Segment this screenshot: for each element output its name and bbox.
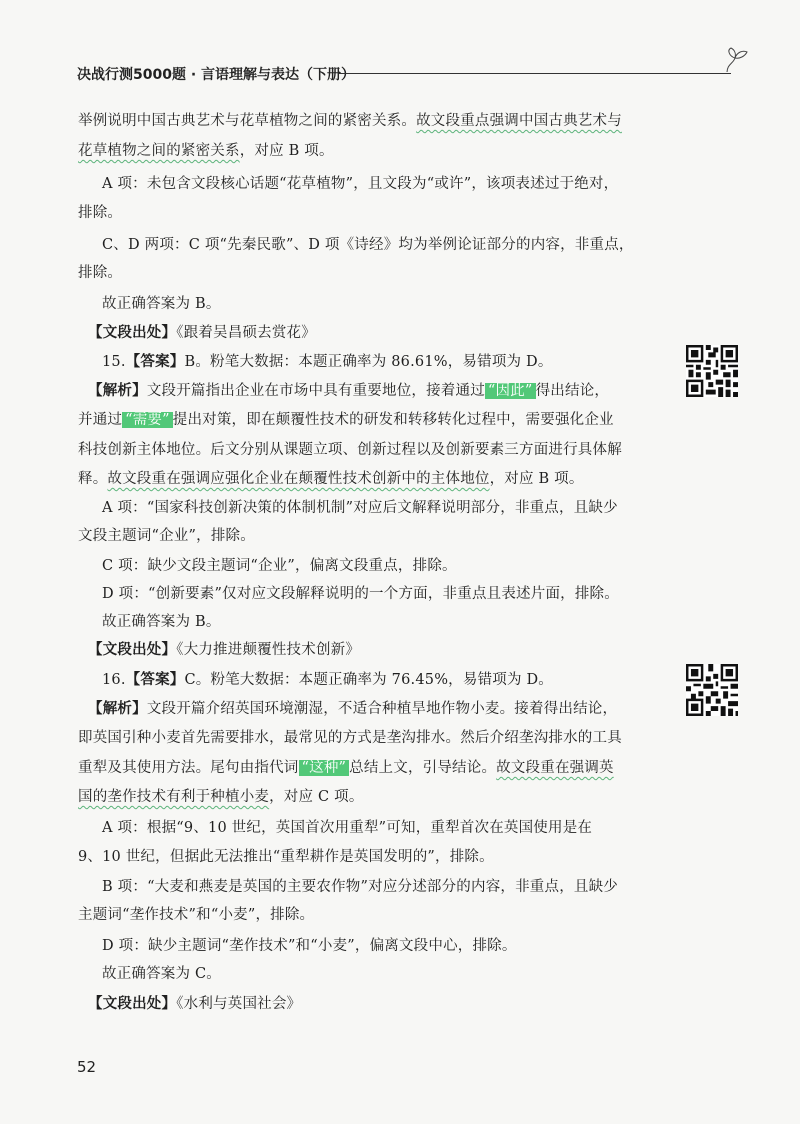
- paragraph-line: 排除。: [78, 205, 123, 221]
- correct-answer: 故正确答案为 B。: [102, 296, 221, 312]
- q15-answer-line: 15.【答案】B。粉笔大数据：本题正确率为 86.61%，易错项为 D。: [102, 353, 553, 370]
- paragraph-line: 即英国引种小麦首先需要排水，最常见的方式是垄沟排水。然后介绍垄沟排水的工具: [78, 730, 622, 746]
- option-a-analysis: A 项：根据“9、10 世纪，英国首次用重犁”可知，重犁首次在英国使用是在: [102, 820, 593, 836]
- option-a-analysis: A 项：未包含文段核心话题“花草植物”，且文段为“或许”，该项表述过于绝对，: [102, 176, 619, 192]
- q16-answer-line: 16.【答案】C。粉笔大数据：本题正确率为 76.45%，易错项为 D。: [102, 671, 554, 688]
- paragraph-line: 9、10 世纪，但据此无法推出“重犁耕作是英国发明的”，排除。: [78, 849, 494, 865]
- paragraph-line: 文段主题词“企业”，排除。: [78, 528, 255, 544]
- qr-code-icon[interactable]: [686, 664, 738, 716]
- option-d-analysis: D 项：“创新要素”仅对应文段解释说明的一个方面，非重点且表述片面，排除。: [102, 586, 619, 602]
- paragraph-line: 科技创新主体地位。后文分别从课题立项、创新过程以及创新要素三方面进行具体解: [78, 442, 622, 458]
- page-number: 52: [77, 1058, 97, 1076]
- option-a-analysis: A 项：“国家科技创新决策的体制机制”对应后文解释说明部分，非重点，且缺少: [102, 500, 618, 516]
- running-header: [77, 62, 757, 86]
- option-d-analysis: D 项：缺少主题词“垄作技术”和“小麦”，偏离文段中心，排除。: [102, 938, 517, 954]
- paragraph-line: 举例说明中国古典艺术与花草植物之间的紧密关系。故文段重点强调中国古典艺术与: [78, 113, 622, 129]
- book-title: 决战行测5000题 · 言语理解与表达（下册）: [77, 67, 356, 83]
- highlight-keyword: “这种”: [299, 760, 350, 776]
- paragraph-line: 并通过 “需要” 提出对策，即在颠覆性技术的研发和转移转化过程中，需要强化企业: [78, 412, 614, 428]
- source-line: 【文段出处】《大力推进颠覆性技术创新》: [88, 641, 361, 658]
- q16-explanation-line: 【解析】文段开篇介绍英国环境潮湿，不适合种植旱地作物小麦。接着得出结论，: [88, 700, 618, 717]
- paragraph-line: 重犁及其使用方法。尾句由指代词 “这种” 总结上文，引导结论。故文段重在强调英: [78, 760, 614, 776]
- source-line: 【文段出处】《跟着吴昌硕去赏花》: [88, 324, 316, 341]
- option-cd-analysis: C、D 两项：C 项“先秦民歌”、D 项《诗经》均为举例论证部分的内容，非重点，: [102, 237, 634, 253]
- correct-answer: 故正确答案为 C。: [102, 966, 222, 982]
- header-rule: [339, 73, 731, 74]
- paragraph-line: 排除。: [78, 265, 123, 281]
- paragraph-line: 主题词“垄作技术”和“小麦”，排除。: [78, 907, 315, 923]
- highlight-keyword: “需要”: [122, 412, 173, 428]
- correct-answer: 故正确答案为 B。: [102, 614, 221, 630]
- highlight-keyword: “因此”: [485, 383, 536, 399]
- paragraph-line: 释。故文段重在强调应强化企业在颠覆性技术创新中的主体地位，对应 B 项。: [78, 471, 584, 487]
- q15-explanation-line: 【解析】文段开篇指出企业在市场中具有重要地位，接着通过 “因此” 得出结论，: [88, 382, 610, 399]
- source-line: 【文段出处】《水利与英国社会》: [88, 995, 302, 1012]
- paragraph-line: 花草植物之间的紧密关系，对应 B 项。: [78, 143, 334, 159]
- qr-code-icon[interactable]: [686, 345, 738, 397]
- option-c-analysis: C 项：缺少文段主题词“企业”，偏离文段重点，排除。: [102, 558, 457, 574]
- sprout-icon: [723, 44, 753, 72]
- paragraph-line: 国的垄作技术有利于种植小麦，对应 C 项。: [78, 789, 364, 805]
- option-b-analysis: B 项：“大麦和燕麦是英国的主要农作物”对应分述部分的内容，非重点，且缺少: [102, 879, 618, 895]
